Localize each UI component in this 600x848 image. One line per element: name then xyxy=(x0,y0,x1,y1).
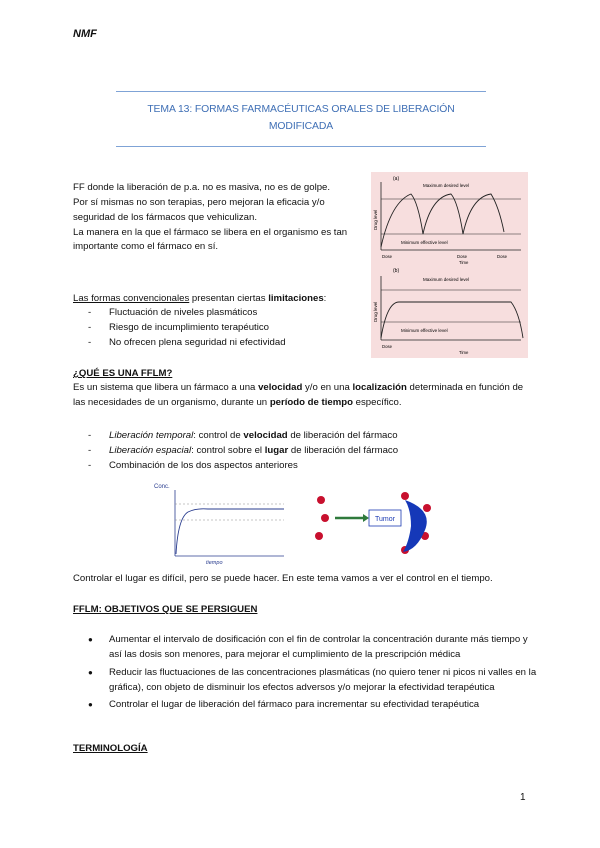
list-item: - Riesgo de incumplimiento terapéutico xyxy=(88,321,528,336)
list-item: ● Reducir las fluctuaciones de las concentraciones plasmáticas (no quiero tener ni picos ni valles en la gráfica), con objeto de disminuir los efectos adversos y/o mejorar la efectividad terapéutica xyxy=(88,666,538,696)
conventional-end: : xyxy=(323,293,327,304)
graph-a-dose-2: Dose xyxy=(457,254,468,259)
graph-a-time: Time xyxy=(459,260,469,265)
conventional-forms-paragraph xyxy=(73,292,533,307)
conventional-lead: Las formas convencionales xyxy=(73,293,190,304)
def-part-c: y/o en una xyxy=(302,382,353,393)
fflm-definition xyxy=(73,381,528,411)
def-bold-velocidad: velocidad xyxy=(258,382,303,393)
type-temporal-end: de liberación del fármaco xyxy=(287,430,398,441)
intro-p2: Por sí mismas no son terapias, pero mejoran la eficacia y/o seguridad de los fármacos que vehiculizan. xyxy=(73,196,325,223)
fflm-types-list xyxy=(88,429,528,474)
control-text: Controlar el lugar es difícil, pero se puede hacer. En este tema vamos a ver el control en el tiempo. xyxy=(73,573,493,584)
graph-a-ylabel: Drug level xyxy=(373,209,378,230)
def-bold-localizacion: localización xyxy=(352,382,407,393)
graph-b-max-label: Maximum desired level xyxy=(423,277,470,282)
particle xyxy=(321,514,329,522)
terminologia-heading: TERMINOLOGÍA xyxy=(73,743,148,754)
type-espacial: Liberación espacial xyxy=(109,444,192,456)
graph-b-ylabel: Drug level xyxy=(373,301,378,322)
conventional-mid: presentan ciertas xyxy=(189,293,269,304)
list-item: - Fluctuación de niveles plasmáticos xyxy=(88,306,528,321)
tumor-targeting-figure xyxy=(305,486,445,562)
title-line-1: TEMA 13: FORMAS FARMACÉUTICAS ORALES DE LIBERACIÓN xyxy=(147,104,455,115)
list-item: - Combinación de los dos aspectos anteriores xyxy=(88,459,528,474)
type-temporal: Liberación temporal xyxy=(109,430,194,441)
title-line-2: MODIFICADA xyxy=(268,121,334,133)
particle xyxy=(401,492,409,500)
particle xyxy=(315,532,323,540)
type-temporal-bold: velocidad xyxy=(243,430,288,441)
graph-a-dose-3: Dose xyxy=(497,254,508,259)
page-title xyxy=(116,101,486,135)
list-item xyxy=(88,444,528,459)
intro-p3: La manera en la que el fármaco se libera en el organismo es tan importante como el fármaco en sí. xyxy=(73,226,348,253)
def-part-g: específico. xyxy=(352,396,402,408)
list-item: - No ofrecen plena seguridad ni efectividad xyxy=(88,336,528,351)
objetivos-heading: FFLM: OBJETIVOS QUE SE PERSIGUEN xyxy=(73,604,258,615)
title-rule-bottom xyxy=(116,146,486,147)
objetivos-list xyxy=(88,633,538,716)
graph-b-time: Time xyxy=(459,350,469,355)
conc-axis-label: Conc. xyxy=(154,484,170,490)
def-bold-periodo: período de tiempo xyxy=(269,396,353,408)
list-item xyxy=(88,429,528,444)
intro-paragraph xyxy=(73,181,363,255)
conc-curve xyxy=(176,509,284,554)
graph-b-dose: Dose xyxy=(382,344,393,349)
type-temporal-text: : control de xyxy=(193,430,244,441)
list-item: ● Aumentar el intervalo de dosificación con el fin de controlar la concentración durante más tiempo y así las dosis son menores, para mejorar el cumplimiento de la prescripción médica xyxy=(88,633,538,663)
graph-a-label: (a) xyxy=(393,176,400,182)
tumor-label: Tumor xyxy=(375,516,395,523)
limitations-list xyxy=(88,306,528,351)
header-label: NMF xyxy=(73,28,97,40)
graph-a-min-label: Minimum effective level xyxy=(401,240,448,245)
graph-b-min-label: Minimum effective level xyxy=(401,328,448,333)
graph-a-dose-1: Dose xyxy=(382,254,393,259)
type-espacial-end: de liberación del fármaco xyxy=(288,444,399,456)
time-axis-label: tiempo xyxy=(206,560,223,566)
def-part-a: Es un sistema que libera un fármaco a una xyxy=(73,382,259,393)
intro-p1: FF donde la liberación de p.a. no es masiva, no es de golpe. xyxy=(73,182,331,193)
concentration-time-figure xyxy=(148,480,288,566)
page-number: 1 xyxy=(520,792,526,803)
particle xyxy=(317,496,325,504)
title-rule-top xyxy=(116,91,486,92)
graph-a-max-label: Maximum desired level xyxy=(423,183,470,188)
arrow-head xyxy=(363,514,369,522)
list-item: ● Controlar el lugar de liberación del fármaco para incrementar su efectividad terapéutica xyxy=(88,698,538,713)
fflm-heading: ¿QUÉ ES UNA FFLM? xyxy=(73,368,173,379)
type-espacial-text: : control sobre el xyxy=(191,444,265,456)
particle xyxy=(423,504,431,512)
conventional-bold: limitaciones xyxy=(268,293,324,304)
def-part-e: determinada en función de las necesidades de un organismo, durante un xyxy=(73,382,524,408)
type-espacial-bold: lugar xyxy=(264,444,289,456)
graph-b-label: (b) xyxy=(393,268,400,274)
